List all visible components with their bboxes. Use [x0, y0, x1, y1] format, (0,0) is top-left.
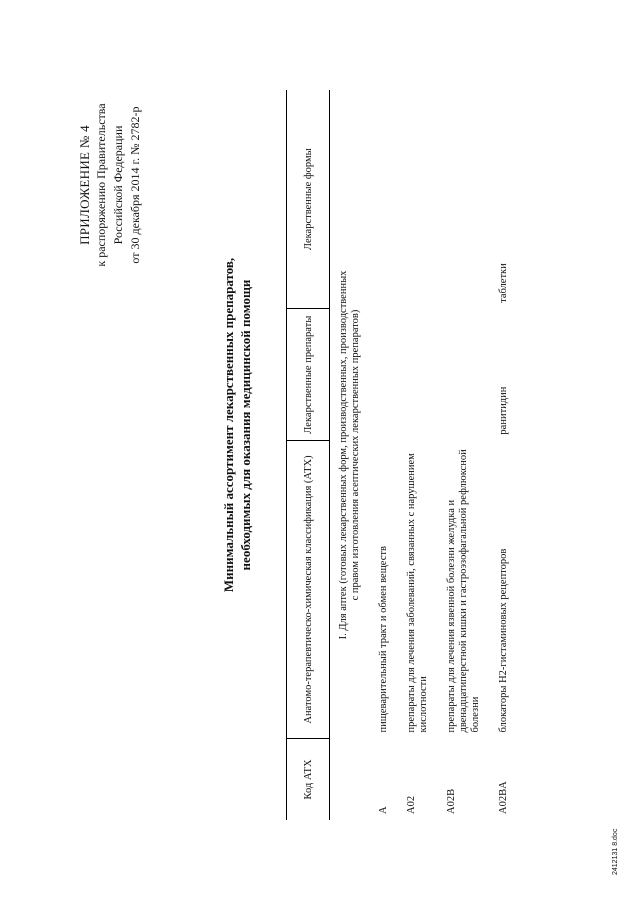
appendix-date-line: от 30 декабря 2014 г. № 2782-р: [128, 106, 142, 264]
table-row: [444, 90, 496, 820]
cell-drug: [444, 309, 496, 441]
cell-classification: препараты для лечения заболеваний, связанных с нарушением кислотности: [406, 453, 429, 733]
table-header-row: [287, 90, 330, 820]
table-row: [496, 90, 524, 820]
cell-drug: [404, 309, 444, 441]
cell-form: [404, 90, 444, 309]
appendix-heading: ПРИЛОЖЕНИЕ № 4: [77, 125, 92, 245]
cell-code: A: [378, 806, 389, 814]
header-code: Код АТХ: [287, 738, 330, 820]
cell-classification: блокаторы H2-гистаминовых рецепторов: [498, 548, 509, 733]
cell-drug: [376, 309, 404, 441]
header-classification: Анатомо-терапевтическо-химическая классификация (АТХ): [287, 441, 330, 739]
cell-form: [444, 90, 496, 309]
cell-code: A02BA: [498, 781, 509, 814]
header-forms: Лекарственные формы: [287, 90, 330, 309]
cell-drug: ранитидин: [498, 386, 509, 435]
appendix-block: [76, 35, 144, 335]
cell-classification: препараты для лечения язвенной болезни желудка и двенадцатиперстной кишки и гастроэзофагальной рефлюксной болезни: [446, 449, 481, 733]
table-row: [376, 90, 404, 820]
cell-code: A02: [406, 795, 417, 814]
section-line: с правом изготовления асептических лекарственных препаратов): [350, 309, 361, 601]
cell-code: A02B: [446, 788, 457, 814]
section-row: [330, 90, 377, 820]
cell-form: таблетки: [498, 263, 509, 303]
appendix-line: к распоряжению Правительства: [94, 103, 108, 267]
document-title: [220, 175, 254, 675]
appendix-line: Российской Федерации: [111, 125, 125, 245]
title-line: Минимальный ассортимент лекарственных препаратов,: [221, 257, 236, 593]
cell-classification: пищеварительный тракт и обмен веществ: [378, 546, 389, 733]
cell-form: [376, 90, 404, 309]
section-heading: [330, 90, 377, 820]
section-line: I. Для аптек (готовых лекарственных форм, производственных, производственных: [338, 270, 349, 640]
header-drugs: Лекарственные препараты: [287, 309, 330, 441]
atx-table: [286, 90, 524, 820]
footer-filename: 2412131 8.doc: [612, 828, 619, 875]
title-line: необходимых для оказания медицинской помощи: [238, 279, 253, 571]
table-row: [404, 90, 444, 820]
